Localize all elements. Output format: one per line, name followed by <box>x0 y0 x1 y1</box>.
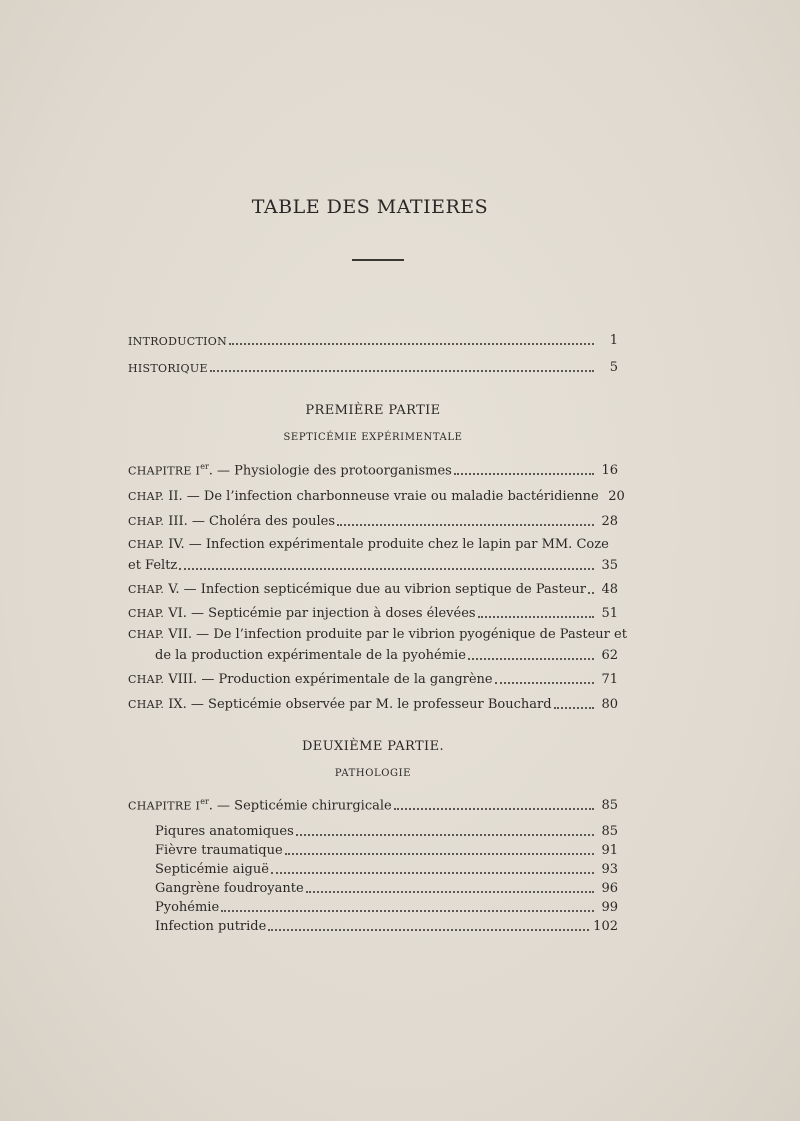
toc-page: 1 <box>609 333 618 348</box>
toc-label: Gangrène foudroyante <box>155 881 304 896</box>
chapter-prefix: CHAP. <box>128 490 165 503</box>
toc-label: III. — Choléra des poules <box>164 514 336 529</box>
toc-page: 28 <box>601 514 618 529</box>
chapter-prefix: CHAPITRE I <box>128 799 201 812</box>
chapter-prefix: CHAP. <box>128 607 165 620</box>
leader-dots <box>337 524 594 526</box>
toc-label: VIII. — Production expérimentale de la gangrène <box>164 672 493 687</box>
part-one-title: PREMIÈRE PARTIE <box>305 403 441 418</box>
leader-dots <box>495 682 594 684</box>
toc-label: VI. — Septicémie par injection à doses élevées <box>164 606 476 621</box>
leader-dots <box>454 473 594 475</box>
leader-dots <box>468 658 594 660</box>
toc-entry-introduction <box>128 328 618 348</box>
toc-page: 51 <box>601 606 618 621</box>
chapter-prefix: CHAP. <box>128 628 165 641</box>
leader-dots <box>271 872 594 874</box>
toc-page: 85 <box>601 824 618 839</box>
leader-dots <box>285 853 594 855</box>
toc-page: 99 <box>601 900 618 915</box>
toc-entry-p1-ch1 <box>128 458 618 478</box>
toc-label-cont: et Feltz <box>128 558 178 573</box>
toc-label: Septicémie aiguë <box>155 862 269 877</box>
toc-label: HISTORIQUE <box>128 362 208 375</box>
title-rule <box>352 259 404 261</box>
toc-label: . — Septicémie chirurgicale <box>208 798 392 813</box>
leader-dots <box>394 808 594 810</box>
toc-page: 5 <box>609 360 618 375</box>
leader-dots <box>179 568 594 570</box>
toc-page: 102 <box>593 919 618 934</box>
toc-subentry <box>155 876 618 896</box>
toc-entry-p1-ch4 <box>128 553 618 573</box>
chapter-prefix: CHAP. <box>128 583 165 596</box>
toc-subentry <box>155 895 618 915</box>
toc-subentry <box>155 819 618 839</box>
toc-entry-p1-ch6 <box>128 601 618 621</box>
toc-page: 20 <box>608 489 625 504</box>
leader-dots <box>588 592 594 594</box>
toc-entry-historique <box>128 355 618 375</box>
toc-label: Infection putride <box>155 919 267 934</box>
toc-subentry <box>155 838 618 858</box>
toc-entry-p2-ch1 <box>128 793 618 813</box>
chapter-prefix: CHAP. <box>128 673 165 686</box>
leader-dots <box>478 616 594 618</box>
toc-label: . — Physiologie des protoorganismes <box>208 463 452 478</box>
toc-label: IV. — Infection expérimentale produite chez le lapin par MM. Coze <box>164 537 609 552</box>
page-title: TABLE DES MATIERES <box>251 196 489 218</box>
toc-label: VII. — De l’infection produite par le vibrion pyogénique de Pasteur et <box>164 627 627 642</box>
toc-entry-p1-ch7 <box>155 643 618 663</box>
leader-dots <box>268 929 589 931</box>
chapter-prefix: CHAP. <box>128 698 165 711</box>
toc-subentry <box>155 857 618 877</box>
leader-dots <box>229 343 594 345</box>
part-one-subtitle: SEPTICÉMIE EXPÉRIMENTALE <box>283 432 463 443</box>
toc-entry-p1-ch2 <box>128 484 625 504</box>
part-two-title: DEUXIÈME PARTIE. <box>301 739 444 754</box>
toc-label: IX. — Septicémie observée par M. le professeur Bouchard <box>164 697 552 712</box>
ordinal-sup: er <box>200 796 209 806</box>
toc-entry-p1-ch3 <box>128 509 618 529</box>
toc-subentry <box>155 914 618 934</box>
toc-page: 80 <box>601 697 618 712</box>
toc-label: II. — De l’infection charbonneuse vraie ou maladie bactéridienne <box>164 489 599 504</box>
leader-dots <box>296 834 594 836</box>
chapter-prefix: CHAP. <box>128 515 165 528</box>
toc-entry-p1-ch5 <box>128 577 618 597</box>
toc-page: 16 <box>601 463 618 478</box>
chapter-prefix: CHAPITRE I <box>128 464 201 477</box>
ordinal-sup: er <box>200 461 209 471</box>
toc-entry-p1-ch4-line1 <box>128 537 618 552</box>
toc-label: Pyohémie <box>155 900 220 915</box>
toc-page: 71 <box>601 672 618 687</box>
toc-page: 85 <box>601 798 618 813</box>
toc-page: 91 <box>601 843 618 858</box>
toc-entry-p1-ch8 <box>128 667 618 687</box>
toc-page: 96 <box>601 881 618 896</box>
leader-dots <box>554 707 594 709</box>
leader-dots <box>306 891 594 893</box>
leader-dots <box>221 910 594 912</box>
toc-page: 48 <box>601 582 618 597</box>
toc-label: Fièvre traumatique <box>155 843 283 858</box>
toc-entry-p1-ch9 <box>128 692 618 712</box>
toc-label-cont: de la production expérimentale de la pyohémie <box>155 648 466 663</box>
part-two-subtitle: PATHOLOGIE <box>334 768 412 779</box>
chapter-prefix: CHAP. <box>128 538 165 551</box>
toc-page: 35 <box>601 558 618 573</box>
toc-page: 93 <box>601 862 618 877</box>
toc-label: INTRODUCTION <box>128 335 228 348</box>
toc-entry-p1-ch7-line1 <box>128 627 627 642</box>
leader-dots <box>210 370 594 372</box>
toc-label: Piqures anatomiques <box>155 824 294 839</box>
toc-label: V. — Infection septicémique due au vibrion septique de Pasteur <box>164 582 586 597</box>
toc-page: 62 <box>601 648 618 663</box>
